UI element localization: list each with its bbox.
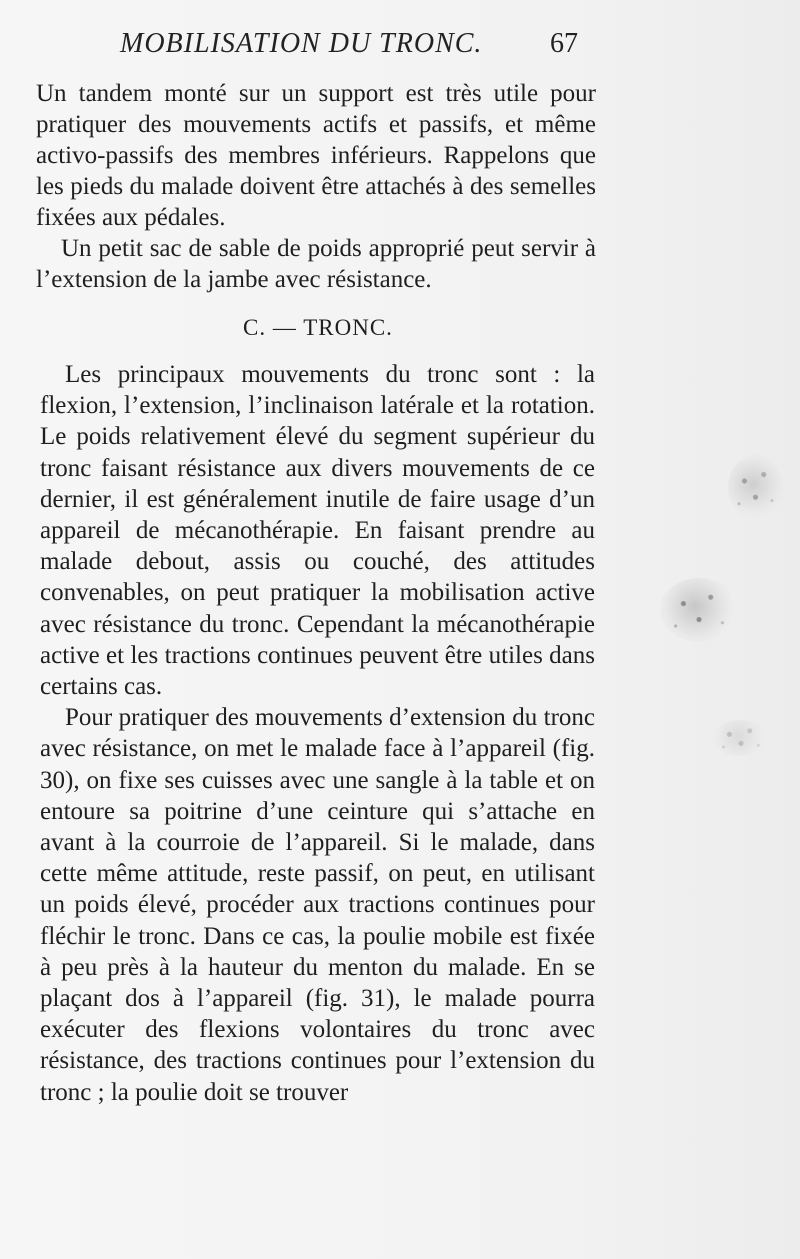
paper-stain xyxy=(728,455,783,520)
section-heading: C. — TRONC. xyxy=(243,315,393,340)
paper-stain xyxy=(660,578,738,642)
page-number: 67 xyxy=(550,28,578,59)
intro-paragraph: Un petit sac de sable de poids approprié peut servir à l’extension de la jambe avec résistance. xyxy=(36,235,596,293)
paper-stain xyxy=(712,720,770,756)
body-paragraph: Pour pratiquer des mouvements d’extension du tronc avec résistance, on met le malade face à l’appareil (fig. 30), on fixe ses cuisses avec une sangle à la table et on entoure sa poitrine d’une ceinture qui s’attache en avant à la courroie de l’appareil. Si le malade, dans cette même attitude, reste passif, on peut, en utilisant un poids élevé, procéder aux tractions continues pour fléchir le tronc. Dans ce cas, la poulie mobile est fixée à peu près à la hauteur du menton du malade. En se plaçant dos à l’appareil (fig. 31), le malade pourra exécuter des flexions volontaires du tronc avec résistance, des tractions continues pour l’extension du tronc ; la poulie doit se trouver xyxy=(40,704,595,1106)
intro-text-block xyxy=(36,78,596,295)
intro-paragraph: Un tandem monté sur un support est très utile pour pratiquer des mouvements actifs et passifs, et même activo-passifs des membres inférieurs. Rappelons que les pieds du malade doivent être attachés à des semelles fixées aux pédales. xyxy=(36,80,596,231)
running-title: MOBILISATION DU TRONC. xyxy=(120,28,483,59)
running-header xyxy=(120,28,590,68)
body-paragraph: Les principaux mouvements du tronc sont : la flexion, l’extension, l’inclinaison latérale et la rotation. Le poids relativement élevé du segment supérieur du tronc faisant résistance aux divers mouvements de ce dernier, il est généralement inutile de faire usage d’un appareil de mécanothérapie. En faisant prendre au malade debout, assis ou couché, des attitudes convenables, on peut pratiquer la mobilisation active avec résistance du tronc. Cependant la mécanothérapie active et les tractions continues peuvent être utiles dans certains cas. xyxy=(40,361,595,701)
section-text-block xyxy=(40,359,595,1108)
